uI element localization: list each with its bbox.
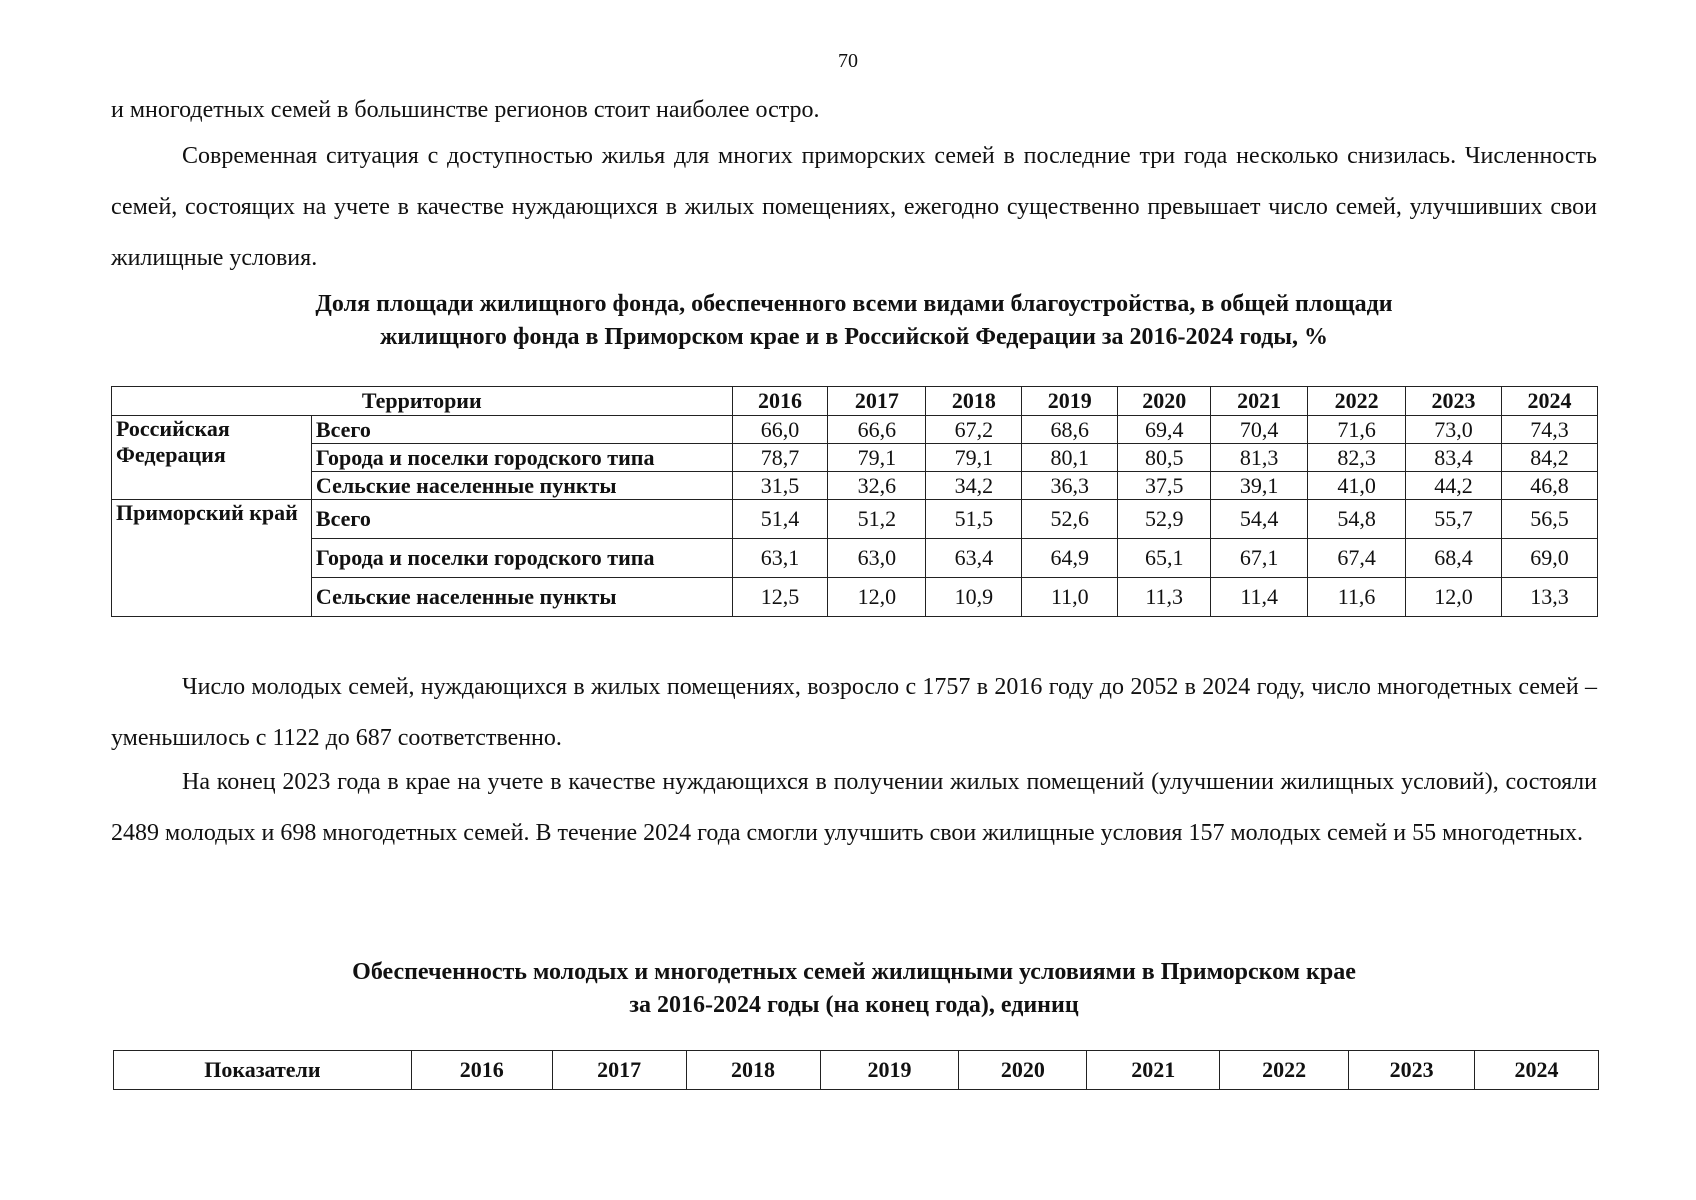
value-cell: 73,0 <box>1406 416 1502 444</box>
value-cell: 13,3 <box>1502 578 1598 617</box>
table2-caption-line2: за 2016-2024 годы (на конец года), единиц <box>629 992 1079 1018</box>
value-cell: 67,1 <box>1211 539 1308 578</box>
table2-header-year: 2017 <box>552 1051 686 1090</box>
table-row <box>112 578 1598 617</box>
value-cell: 36,3 <box>1022 472 1118 500</box>
table2-header-year: 2019 <box>820 1051 959 1090</box>
table2-header-indicator: Показатели <box>114 1051 412 1090</box>
value-cell: 37,5 <box>1118 472 1211 500</box>
value-cell: 63,4 <box>926 539 1022 578</box>
table1-header-year: 2019 <box>1022 387 1118 416</box>
value-cell: 34,2 <box>926 472 1022 500</box>
value-cell: 41,0 <box>1308 472 1406 500</box>
row-label: Города и поселки городского типа <box>311 539 732 578</box>
table1-header-year: 2020 <box>1118 387 1211 416</box>
value-cell: 66,0 <box>732 416 828 444</box>
table1-caption <box>111 288 1597 354</box>
table1-header-row <box>112 387 1598 416</box>
table1-header-year: 2016 <box>732 387 828 416</box>
value-cell: 80,5 <box>1118 444 1211 472</box>
value-cell: 81,3 <box>1211 444 1308 472</box>
table2-header-year: 2022 <box>1220 1051 1349 1090</box>
value-cell: 52,6 <box>1022 500 1118 539</box>
table2-header-year: 2020 <box>959 1051 1087 1090</box>
paragraph-3: Число молодых семей, нуждающихся в жилых помещениях, возросло с 1757 в 2016 году до 2052 в 2024 году, число многодетных семей – уменьшилось с 1122 до 687 соответственно. <box>111 674 1597 751</box>
value-cell: 39,1 <box>1211 472 1308 500</box>
table2-header-year: 2018 <box>686 1051 820 1090</box>
value-cell: 67,4 <box>1308 539 1406 578</box>
value-cell: 67,2 <box>926 416 1022 444</box>
table2-caption-line1: Обеспеченность молодых и многодетных семей жилищными условиями в Приморском крае <box>352 959 1356 985</box>
value-cell: 70,4 <box>1211 416 1308 444</box>
table1-header-year: 2023 <box>1406 387 1502 416</box>
value-cell: 44,2 <box>1406 472 1502 500</box>
table1-header-year: 2021 <box>1211 387 1308 416</box>
table-row <box>112 416 1598 444</box>
value-cell: 11,0 <box>1022 578 1118 617</box>
value-cell: 68,4 <box>1406 539 1502 578</box>
value-cell: 65,1 <box>1118 539 1211 578</box>
value-cell: 64,9 <box>1022 539 1118 578</box>
value-cell: 78,7 <box>732 444 828 472</box>
value-cell: 69,0 <box>1502 539 1598 578</box>
row-label: Всего <box>311 500 732 539</box>
table2-caption <box>111 956 1597 1022</box>
family-housing-table <box>113 1050 1599 1090</box>
value-cell: 80,1 <box>1022 444 1118 472</box>
table2-header-row <box>114 1051 1599 1090</box>
value-cell: 83,4 <box>1406 444 1502 472</box>
value-cell: 56,5 <box>1502 500 1598 539</box>
row-label: Города и поселки городского типа <box>311 444 732 472</box>
table2-header-year: 2024 <box>1475 1051 1599 1090</box>
value-cell: 51,4 <box>732 500 828 539</box>
value-cell: 79,1 <box>926 444 1022 472</box>
value-cell: 51,5 <box>926 500 1022 539</box>
table-row <box>112 539 1598 578</box>
value-cell: 54,4 <box>1211 500 1308 539</box>
value-cell: 63,0 <box>828 539 926 578</box>
table1-header-territory: Территории <box>112 387 733 416</box>
paragraph-2: Современная ситуация с доступностью жилья для многих приморских семей в последние три года несколько снизилась. Численность семей, состоящих на учете в качестве нуждающихся в жилых помещениях, ежегодно существенно превышает число семей, улучшивших свои жилищные условия. <box>111 143 1597 271</box>
value-cell: 84,2 <box>1502 444 1598 472</box>
value-cell: 69,4 <box>1118 416 1211 444</box>
value-cell: 51,2 <box>828 500 926 539</box>
value-cell: 82,3 <box>1308 444 1406 472</box>
housing-amenities-table <box>111 386 1598 617</box>
value-cell: 31,5 <box>732 472 828 500</box>
table-row <box>112 472 1598 500</box>
table2-header-year: 2021 <box>1087 1051 1220 1090</box>
value-cell: 12,0 <box>828 578 926 617</box>
row-label: Всего <box>311 416 732 444</box>
table2-header-year: 2016 <box>411 1051 552 1090</box>
value-cell: 54,8 <box>1308 500 1406 539</box>
value-cell: 10,9 <box>926 578 1022 617</box>
value-cell: 79,1 <box>828 444 926 472</box>
value-cell: 66,6 <box>828 416 926 444</box>
value-cell: 71,6 <box>1308 416 1406 444</box>
row-label: Сельские населенные пункты <box>311 472 732 500</box>
value-cell: 55,7 <box>1406 500 1502 539</box>
territory-cell: Приморский край <box>112 500 312 617</box>
table2-header-year: 2023 <box>1349 1051 1475 1090</box>
value-cell: 12,5 <box>732 578 828 617</box>
territory-cell: Российская Федерация <box>112 416 312 500</box>
value-cell: 52,9 <box>1118 500 1211 539</box>
row-label: Сельские населенные пункты <box>311 578 732 617</box>
table1-header-year: 2018 <box>926 387 1022 416</box>
table-row <box>112 500 1598 539</box>
paragraph-1: и многодетных семей в большинстве регионов стоит наиболее остро. <box>111 97 820 123</box>
value-cell: 11,6 <box>1308 578 1406 617</box>
table-row <box>112 444 1598 472</box>
value-cell: 32,6 <box>828 472 926 500</box>
value-cell: 63,1 <box>732 539 828 578</box>
paragraph-4: На конец 2023 года в крае на учете в качестве нуждающихся в получении жилых помещений (улучшении жилищных условий), состояли 2489 молодых и 698 многодетных семей. В течение 2024 года смогли улучшить свои жилищные условия 157 молодых семей и 55 многодетных. <box>111 769 1597 846</box>
value-cell: 68,6 <box>1022 416 1118 444</box>
value-cell: 11,4 <box>1211 578 1308 617</box>
value-cell: 74,3 <box>1502 416 1598 444</box>
table1-caption-line1: Доля площади жилищного фонда, обеспеченного всеми видами благоустройства, в общей площади <box>315 291 1393 317</box>
value-cell: 12,0 <box>1406 578 1502 617</box>
table1-header-year: 2017 <box>828 387 926 416</box>
value-cell: 46,8 <box>1502 472 1598 500</box>
value-cell: 11,3 <box>1118 578 1211 617</box>
table1-caption-line2: жилищного фонда в Приморском крае и в Российской Федерации за 2016-2024 годы, % <box>379 324 1329 350</box>
page-number: 70 <box>838 50 858 72</box>
table1-header-year: 2024 <box>1502 387 1598 416</box>
table1-header-year: 2022 <box>1308 387 1406 416</box>
